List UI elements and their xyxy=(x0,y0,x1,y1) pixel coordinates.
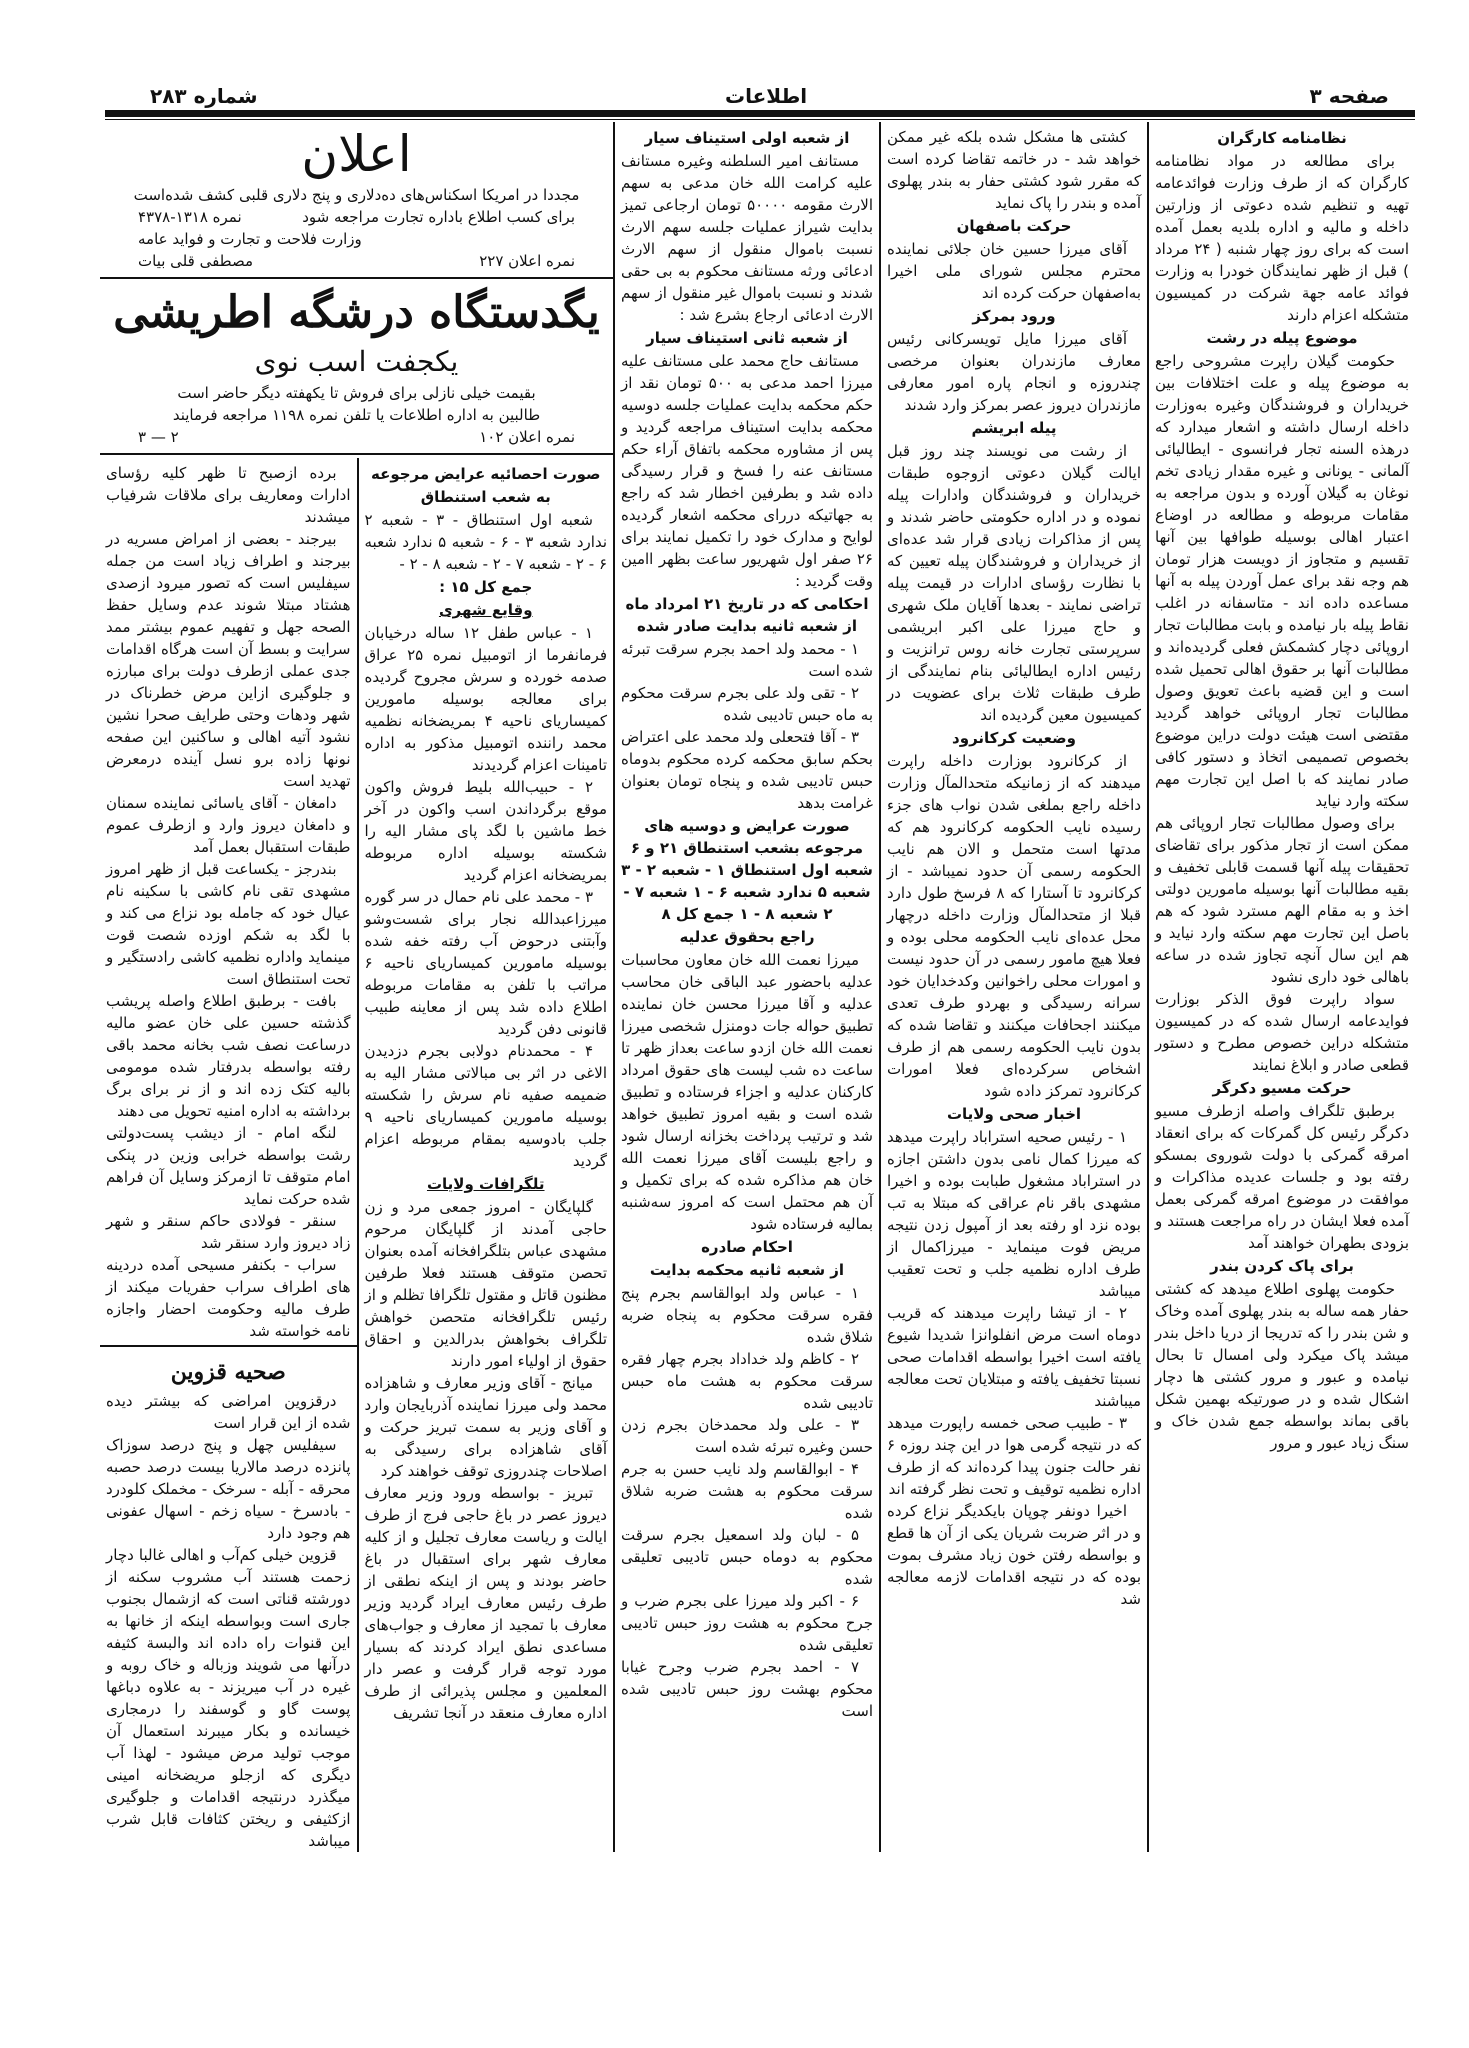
divider xyxy=(100,277,613,279)
article-paragraph: برده ازصبح تا ظهر کلیه رؤسای ادارات ومعاریف برای ملاقات شرفیاب میشدند xyxy=(106,464,351,526)
issue-number: شماره ۲۸۳ xyxy=(150,84,258,108)
article-paragraph: کشتی ها مشکل شده بلکه غیر ممکن خواهد شد - در خاتمه تقاضا کرده است که مقرر شود کشتی حفار به بندر پهلوی آمده و بندر را پاک نماید xyxy=(887,128,1141,212)
ad-title: یگدستگاه درشگه اطریشی xyxy=(113,287,600,338)
ad-text: برای کسب اطلاع باداره تجارت مراجعه شود xyxy=(302,208,575,226)
article-heading: از شعبه اولی استیناف سیار xyxy=(644,129,850,147)
article-paragraph: آقای میرزا حسین خان جلائی نماینده محترم مجلس شورای ملی اخیرا به‌اصفهان حرکت کرده اند xyxy=(887,240,1141,302)
article-paragraph: تبریز - بواسطه ورود وزیر معارف دیروز عصر در باغ حاجی فرج از طرف ایالت و ریاست معارف تجلیل و از کلیه معارف شهر برای استقبال در باغ حاضر بودند و پس از اینکه نطقی از طرف رئیس معارف ایراد گردید وزیر معارف با تمجید از معارف و جواب‌های مساعدی نطق ایراد کردند که بسیار مورد توجه قرار گرفت و عصر دار المعلمین و مجلس پذیرائی از طرف اداره معارف منعقد در آنجا تشریف xyxy=(364,1484,607,1722)
article-paragraph: ۳ - آقا فتحعلی ولد محمد علی اعتراض بحکم سابق محکمه کرده محکوم بدوماه حبس تادیبی شده و پنجاه تومان بعنوان غرامت بدهد xyxy=(621,728,873,812)
article-heading: راجع بحقوق عدلیه xyxy=(679,928,815,946)
ad-no: نمره اعلان ۱۰۲ xyxy=(479,428,575,446)
article-heading: جمع کل ۱۵ : xyxy=(439,578,533,596)
article-paragraph: ۲ - حبیب‌الله بلیط فروش واکون موقع برگرداندن اسب واکون در آخر خط ماشین با لگد پای مشار الیه را شکسته بوسیله اداره مربوطه بمریضخانه اعزام گردید xyxy=(364,778,607,884)
article-paragraph: بندرجز - یکساعت قبل از ظهر امروز مشهدی تقی نام کاشی با سکینه نام عیال خود که جامله بود نزاع می کند و با لگد به شکم اوزده شصت قوت مینماید واداره نظمیه کاشی رادستگیر و تحت استنطاق است xyxy=(106,860,351,988)
article-paragraph: لنگه امام - از دیشب پست‌دولتی رشت بواسطه خرابی وزین در پنکی امام متوقف تا ازمرکز وسایل آن فراهم شده حرکت نماید xyxy=(106,1124,351,1208)
ad-ministry: وزارت فلاحت و تجارت و فواید عامه xyxy=(138,230,362,248)
article-paragraph: ۴ - محمدنام دولابی بجرم دزدیدن الاغی در اثر بی مبالاتی مشار الیه به ضمیمه صفیه نام سرش را شکسته بوسیله مامورین کمیساریای ناحیه ۹ جلب بادوسیه بمقام مربوطه اعزام گردید xyxy=(364,1042,607,1170)
divider xyxy=(100,1345,357,1347)
column-2 xyxy=(879,122,1147,1852)
article-paragraph: میانج - آقای وزیر معارف و شاهزاده محمد ولی میرزا نماینده آذربایجان وارد و آقای وزیر به سمت تبریز حرکت و آقای شاهزاده برای رسیدگی به اصلاحات چندروزی توقف خواهند کرد xyxy=(364,1374,607,1480)
article-paragraph: حکومت گیلان راپرت مشروحی راجع به موضوع پیله و علت اختلافات بین خریداران و فروشندگان وغیره به‌وزارت داخله ارسال داشته و اشعار میدارد که درهذه السنه تجار فرانسوی - ایطالیائی آلمانی - یونانی و غیره مقدار زیادی تخم نوغان به گیلان آورده و بدون مراجعه به مقامات مربوطه و مطالعه در اوضاع اعتبار اهالی بوسیله طوافها بین آنها تقسیم و متجاوز از دویست هزار تومان هم وجه نقد برای عمل آوردن پیله به آنها مساعده داده اند - متاسفانه در اغلب نقاط پیله بار نیامده و بابت مطالبات تجار اروپائی دچار کشمکش فعلی گردیده‌اند و مطالبات آنها بر حقوق اهالی تحمیل شده است و این قضیه باعث تعویق وصول مطالبات تجار اروپائی خواهد گردید مقتضی است هیئت دولت دراین موضوع بخصوص تصمیمی اتخاذ و دستور کافی صادر نمایند که با اصل این تجارت مهم سکته وارد نیاید xyxy=(1155,352,1409,810)
article-heading: از شعبه ثانی استیناف سیار xyxy=(646,329,848,347)
article-paragraph: ۱ - محمد ولد احمد بجرم سرقت تبرئه شده است xyxy=(621,640,873,680)
page-number: صفحه ۳ xyxy=(1309,84,1389,108)
article-paragraph: مستانف امیر السلطنه وغیره مستانف علیه کرامت الله خان مدعی به سهم الارث مقومه ۵۰۰۰۰ تومان ارجاعی تمیز بدایت شیراز عملیات جلسه سهم الارث نسبت باموال منقول از سهم الارث ادعائی ورثه مستانف محکوم به بی حقی شدند و نسبت باموال غیر منقول از سهم الارث ادعائی ارجاع بشرع شد : xyxy=(621,152,873,324)
ad-no: نمره اعلان ۲۲۷ xyxy=(479,252,575,270)
article-paragraph: از رشت می نویسند چند روز قبل ایالت گیلان دعوتی ازوجوه طبقات خریداران و فروشندگان وادارات پیله نموده و در اداره حکومتی حاضر شدند و پس از مذاکرات زیادی قرار شد عده‌ای از خریداران و فروشندگان پیله تعیین که با نظارت رؤسای ادارات در قیمت پیله تراضی نمایند - بعدها آقایان ملک شهری و حاج میرزا علی اکبر ابریشمی سرپرستی تجارت خانه روس ترانزیت و رئیس اداره ایطالیائی بنام نمایندگی از طرف طبقات ثلاث برای عضویت در کمیسیون معین گردیده اند xyxy=(887,442,1141,724)
left-sub-column xyxy=(100,458,357,1852)
article-heading: تلگرافات ولایات xyxy=(426,1175,545,1193)
article-paragraph: درقزوین امراضی که بیشتر دیده شده از این قرار است xyxy=(106,1392,351,1432)
article-paragraph: بافت - برطبق اطلاع واصله پریشب گذشته حسین علی خان عضو مالیه درساعت نصف شب بخانه محمد باقی رفته بواسطه بدرفتار شده مومومی بالیه کتک زده اند و از نر برای برگ برداشته به اداره امنیه تحویل می دهند xyxy=(106,992,351,1120)
article-paragraph: قزوین خیلی کم‌آب و اهالی غالبا دچار زحمت هستند آب مشروب سکنه از دورشته قناتی است که ازشمال بجنوب جاری است وبواسطه اینکه از خانها به این قنوات راه داده اند والبسة کثیفه درآنها می شویند وزباله و خاک روبه و غیره در آب میریزند - به علاوه دباغها پوست گاو و گوسفند را درمجاری خیسانده و بکار میبرند استعمال آن موجب تولید مرض میشود - لهذا آب دیگری که ازجلو مریضخانه امینی میگذرد درنتیجه اقدامات و جلوگیری ازکثیفی و ریختن کثافات قابل شرب میباشد xyxy=(106,1546,351,1850)
article-heading: احکام صادره xyxy=(701,1238,793,1256)
ad-title: اعلان xyxy=(301,125,412,183)
column-6 xyxy=(100,1350,357,1852)
article-heading: حرکت باصفهان xyxy=(956,217,1072,235)
ad-text: مجددا در امریکا اسکناس‌های ده‌دلاری و پنج دلاری قلبی کشف شده‌است xyxy=(133,186,580,204)
newspaper-title: اطلاعات xyxy=(725,84,808,108)
article-paragraph: از کرکانرود بوزارت داخله راپرت میدهند که از زمانیکه متحدالمآل وزارت داخله راجع بملغی شدن نواب های جزء رسیده نایب الحکومه کرکانرود هم که مدتها است متحمل و الان هم نایب الحکومه رسمی آن حدود نمیباشد - از کرکانرود تا آستارا که ۸ فرسخ طول دارد قبلا از متحدالمآل وزارت داخله درچهار محل عده‌ای نایب الحکومه محلی بوده و فعلا هیچ مامور رسمی در آن حدود نیست و امورات محلی راخوانین وکدخدایان خود سرانه رسیدگی و بهردو طرف تعدی میکنند اجحافات میکنند و تقاضا شده که بدون نایب الحکومه رسمی هم از طرف اشخاص سرکرده‌ای فعلا امورات کرکانرود تمرکز داده شود xyxy=(887,752,1142,1100)
left-sub-columns xyxy=(100,458,613,1852)
article-paragraph: برای مطالعه در مواد نظامنامه کارگران که از طرف وزارت فوائدعامه تهیه و تنظیم شده دعوتی از وزارتین داخله و مالیه و اداره بلدیه بعمل آمده است که برای روز چهار شنبه ( ۲۴ مرداد ) قبل از ظهر نمایندگان خودرا به وزارت فوائد عامه جهة شرکت در کمیسیون متشکله اعزام دارند xyxy=(1155,152,1409,324)
article-paragraph: ۳ - طبیب صحی خمسه راپورت میدهد که در نتیجه گرمی هوا در این چند روزه ۶ نفر حالت جنون پیدا کرده‌اند که از طرف اداره نظمیه توقیف و تحت نظر گرفته اند xyxy=(887,1414,1141,1498)
article-paragraph: ۲ - تقی ولد علی بجرم سرقت محکوم به ماه حبس تادیبی شده xyxy=(621,684,873,724)
header-rule-thin xyxy=(105,119,1415,120)
article-heading: وقایع شهری xyxy=(438,601,533,619)
article-paragraph: ۳ - محمد علی نام حمال در سر گوره میرزاعبدالله نجار برای شست‌وشو وآبتنی درحوض آب رفته خفه شده بوسیله مامورین کمیساریای ناحیه ۶ مراتب با تلفن به مقامات مربوطه اطلاع داده شد پس از معاینه طبیب قانونی دفن گردید xyxy=(364,888,607,1038)
article-paragraph: آقای میرزا مایل تویسرکانی رئیس معارف مازندران بعنوان مرخصی چندروزه و انجام پاره امور معارفی مازندران دیروز عصر بمرکز وارد شدند xyxy=(887,330,1141,414)
article-heading: به شعب استنطاق xyxy=(420,488,551,506)
column-3 xyxy=(613,122,879,1852)
article-paragraph: سنقر - فولادی حاکم سنقر و شهر زاد دیروز وارد سنقر شد xyxy=(106,1212,351,1252)
article-paragraph: مستانف حاج محمد علی مستانف علیه میرزا احمد مدعی به ۵۰۰ تومان نقد از حکم محکمه بدایت عملیات جلسه دوسیه محکمه بدایت استیناف مراجعه گردید و پس از مشاوره محکمه باتفاق آراء حکم مستانف عنه را فسخ و قرار رسیدگی داده شد و بطرفین اخطار شد که راجع به جهاتیکه دررای محکمه اشعار گردیده لوایح و مدارک خود را تکمیل نمایند برای ۲۶ صفر اول شهریور ساعت بظهر اامین وقت گردید : xyxy=(621,352,873,590)
ad-subtitle: یکجفت اسب نوی xyxy=(254,345,459,378)
article-heading: صورت عرایض و دوسیه های مرجوعه بشعب استنطاق ۲۱ و ۶ شعبه اول استنطاق ۱ - شعبه ۲ - ۳ شعبه ۵ ندارد شعبه ۶ - ۱ شعبه ۷ - ۲ شعبه ۸ - ۱ جمع کل ۸ xyxy=(621,817,873,923)
article-heading: وضعیت کرکانرود xyxy=(952,729,1076,747)
article-paragraph: سراب - بکنفر مسیحی آمده دردینه های اطراف سراب حفریات میکند از طرف مالیه وحکومت احضار واجازه نامه خواسته شد xyxy=(106,1256,351,1340)
masthead xyxy=(105,0,1415,110)
article-paragraph: ۱ - عباس ولد ابوالقاسم بجرم پنج فقره سرقت محکوم به پنجاه ضربه شلاق شده xyxy=(621,1284,873,1346)
column-4 xyxy=(357,458,614,1852)
article-heading: از شعبه ثانیه محکمه بدایت xyxy=(649,1261,845,1279)
ad-signer: مصطفی قلی بیات xyxy=(138,252,254,270)
divider xyxy=(100,453,613,455)
advertisement-carriage-sale xyxy=(100,282,613,450)
page-body xyxy=(100,122,1415,1872)
article-heading: پیله ابریشم xyxy=(971,419,1057,437)
ad-text: بقیمت خیلی نازلی برای فروش تا یکهفته دیگر حاضر است xyxy=(177,384,536,402)
article-paragraph: حکومت پهلوی اطلاع میدهد که کشتی حفار همه ساله به بندر پهلوی آمده وخاک و شن بندر را که تدریجا از دریا داخل بندر میشد پاک میکرد ولی امسال تا بحال نیامده و عبور و مرور کشتی ها دچار اشکال شده و در صورتیکه بهمین شکل باقی بماند بواسطه جمع شدن خاک و سنگ زیاد عبور و مرور xyxy=(1155,1280,1409,1452)
ad-number: نمره ۱۳۱۸-۴۳۷۸ xyxy=(138,208,242,226)
article-heading: نظامنامه کارگران xyxy=(1217,129,1347,147)
article-paragraph: میرزا نعمت الله خان معاون محاسبات عدلیه باحضور عبد الباقی خان محاسب عدلیه و آقا میرزا محسن خان نماینده تطبیق حواله جات دومنزل شخصی میرزا نعمت الله خان ازدو ساعت بعداز ظهر تا ساعت ده شب لیست های حقوق امرداد کارکنان عدلیه و اجزاء فرستاده و تطبیق شده است و بقیه امروز تطبیق خواهد شد و ترتیب پرداخت بخزانه ارسال شود و راجع بلیست آقای میرزا نعمت الله خان هم مذاکره شده که برای تکمیل و آن هم محتمل است که امروز سه‌شنبه بمالیه فرستاده شود xyxy=(621,951,873,1233)
article-paragraph: ۴ - ابوالقاسم ولد نایب حسن به جرم سرقت محکوم به هشت ضربه شلاق شده xyxy=(621,1460,873,1522)
article-paragraph: ۲ - از تیشا راپرت میدهند که قریب دوماه است مرض انفلوانزا شدیدا شیوع یافته است اخیرا بواسطه اقدامات صحی نسبتا تخفیف یافته و مبتلایان تحت معالجه میباشند xyxy=(887,1304,1141,1410)
article-paragraph: اخیرا دونفر چوپان بایکدیگر نزاع کرده و در اثر ضربت شریان یکی از آن ها قطع و بواسطه رفتن خون زیاد مشرف بموت بوده که در نتیجه اقدامات لازمه معالجه شد xyxy=(887,1502,1141,1608)
column-1 xyxy=(1147,122,1415,1852)
article-heading: اخبار صحی ولایات xyxy=(946,1105,1082,1123)
ad-range: ۲ — ۳ xyxy=(138,428,179,446)
article-heading: موضوع پیله در رشت xyxy=(1206,329,1358,347)
article-paragraph: برطبق تلگراف واصله ازطرف مسیو دکرگر رئیس کل گمرکات که برای انعقاد امرقه گمرکی با دولت شوروی بمسکو رفته بود و جلسات عدیده مذاکرات و موافقت در موضوع امرقه گمرکی بعمل آمده فعلا ایشان در راه مراجعت هستند و بزودی بطهران خواهند آمد xyxy=(1155,1102,1409,1252)
article-heading: ورود بمرکز xyxy=(972,307,1056,325)
article-heading: احکامی که در تاریخ ۲۱ امرداد ماه از شعبه ثانیه بدایت صادر شده xyxy=(625,595,869,635)
article-heading: حرکت مسیو دکرگر xyxy=(1212,1079,1352,1097)
advertisement-counterfeit-notice xyxy=(100,122,613,274)
article-paragraph: ۶ - اکبر ولد میرزا علی بجرم ضرب و جرح محکوم به هشت روز حبس تادیبی تعلیقی شده xyxy=(621,1592,873,1654)
article-paragraph: شعبه اول استنطاق - ۳ - شعبه ۲ ندارد شعبه ۳ - ۶ - شعبه ۵ ندارد شعبه ۶ - ۲ - شعبه ۷ - ۲ - شعبه ۸ - ۲ - xyxy=(364,511,607,573)
article-paragraph: گلپایگان - امروز جمعی مرد و زن حاجی آمدند از گلپایگان مرحوم مشهدی عباس بتلگرافخانه آمده بعنوان تحصن متوقف هستند فعلا طرفین مظنون قاتل و مقتول تلگرافا تظلم و از رئیس تلگرافخانه متحصن خواهش تلگراف بخواهش بدرالدین و احقاق حقوق از اولیاء امور دارند xyxy=(364,1198,607,1370)
article-paragraph: ۱ - رئیس صحیه استراباد راپرت میدهد که میرزا کمال نامی بدون داشتن اجازه در استراباد مشغول طبابت بوده و اخیرا مشهدی باقر نام عراقی که مبتلا به تب بوده نزد او رفته بعد از آمپول زدن نتیجه مریض فوت مینماید - میرزاکمال از طرف اداره نظمیه جلب و تحت تعقیب میباشد xyxy=(887,1128,1141,1300)
header-rule xyxy=(105,110,1415,117)
article-paragraph: بیرجند - بعضی از امراض مسریه در بیرجند و اطراف زیاد است من جمله سیفلیس است که تصور میرود ازصدی هشتاد مبتلا شوند عدم وسایل حفظ الصحه جهل و تفهیم عموم بیشتر ممد سرایت و بسط آن است هرگاه اقدامات جدی عملی ازطرف دولت برای مبارزه و جلوگیری ازاین مرض خطرناک در شهر ودهات وحتی طرایف صحرا نشین نشود آتیه اهالی و ساکنین این صفحه نونها زاده برو نسل آینده درمعرض تهدید است xyxy=(106,530,351,790)
article-heading: صحیه قزوین xyxy=(170,1359,286,1385)
article-heading: صورت احصائیه عرایض مرجوعه xyxy=(371,465,601,483)
article-paragraph: ۵ - لبان ولد اسمعیل بجرم سرقت محکوم به دوماه حبس تادیبی تعلیقی شده xyxy=(621,1526,873,1588)
article-paragraph: دامغان - آقای یاسائی نماینده سمنان و دامغان دیروز وارد و ازطرف عموم طبقات استقبال بعمل آمد xyxy=(106,794,351,856)
left-block xyxy=(100,122,613,1852)
article-paragraph: برای وصول مطالبات تجار اروپائی هم ممکن است از تجار مذکور برای تقاضای تحقیقات پیله آنها قسمت قابلی تخفیف و بقیه مطالبات آنها بوسیله مامورین دولتی اخذ و به مقام الهم مسترد شود که هم باصل این تجارت مهم سکته وارد نیاید و هم این سال آنچه تجاوز شده در ساعه باهالی خود داری نشود xyxy=(1155,814,1409,986)
article-paragraph: ۳ - علی ولد محمدخان بجرم زدن حسن وغیره تبرئه شده است xyxy=(621,1416,873,1456)
article-paragraph: سواد راپرت فوق الذکر بوزارت فوایدعامه ارسال شده که در کمیسیون متشکله دراین خصوص مطرح و دستور قطعی صادر و ابلاغ نمایند xyxy=(1155,990,1409,1074)
article-paragraph: ۷ - احمد بجرم ضرب وجرح غیابا محکوم بهشت روز حبس تادیبی شده است xyxy=(621,1658,873,1720)
article-paragraph: ۱ - عباس طفل ۱۲ ساله درخیابان فرمانفرما از اتومبیل نمره ۲۵ عراق صدمه خورده و سرش مجروح گردیده برای معالجه بوسیله مامورین کمیساریای ناحیه ۴ بمریضخانه نظمیه محمد راننده اتومبیل مذکور به اداره تامینات اعزام گردیدند xyxy=(364,624,607,774)
article-heading: برای پاک کردن بندر xyxy=(1210,1257,1354,1275)
article-paragraph: ۲ - کاظم ولد خداداد بجرم چهار فقره سرقت محکوم به هشت ماه حبس تادیبی شده xyxy=(621,1350,873,1412)
article-paragraph: سیفلیس چهل و پنج درصد سوزاک پانزده درصد مالاریا بیست درصد حصبه محرقه - آبله - سرخک - مخملک کلودرد - بادسرخ - سیاه زخم - اسهال عفونی هم وجود دارد xyxy=(106,1436,351,1542)
ad-text: طالبین به اداره اطلاعات یا تلفن نمره ۱۱۹۸ مراجعه فرمایند xyxy=(172,406,541,424)
column-5 xyxy=(100,458,357,1342)
